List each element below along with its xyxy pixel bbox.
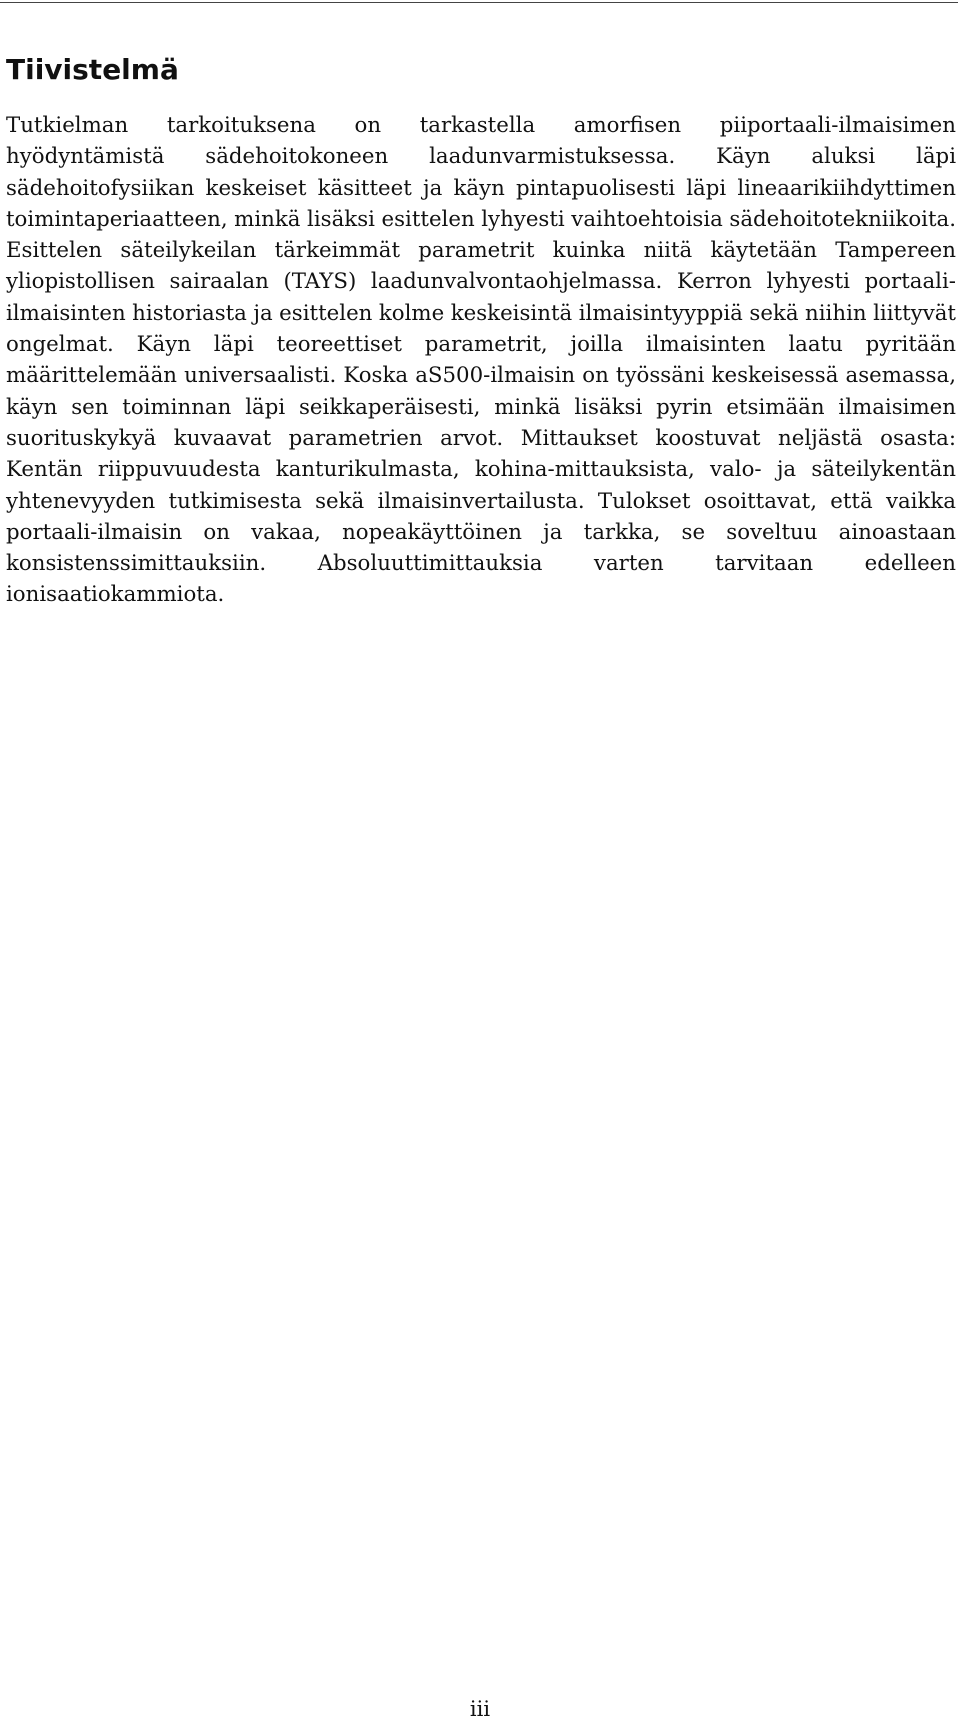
page-content <box>6 52 956 611</box>
header-rule <box>0 2 958 3</box>
section-title: Tiivistelmä <box>6 53 179 86</box>
abstract-paragraph: Tutkielman tarkoituksena on tarkastella amorfisen piiportaali-ilmaisimen hyödyntämistä sädehoitokoneen laadunvarmistuksessa. Käyn aluksi läpi sädehoitofysiikan keskeiset käsitteet ja käyn pintapuolisesti läpi lineaarikiihdyttimen toimintaperiaatteen, minkä lisäksi esittelen lyhyesti vaihtoehtoisia sädehoitotekniikoita. Esittelen säteilykeilan tärkeimmät parametrit kuinka niitä käytetään Tampereen yliopistollisen sairaalan (TAYS) laadunvalvontaohjelmassa. Kerron lyhyesti portaali-ilmaisinten historiasta ja esittelen kolme keskeisintä ilmaisintyyppiä sekä niihin liittyvät ongelmat. Käyn läpi teoreettiset parametrit, joilla ilmaisinten laatu pyritään määrittelemään universaalisti. Koska aS500-ilmaisin on työssäni keskeisessä asemassa, käyn sen toiminnan läpi seikkaperäisesti, minkä lisäksi pyrin etsimään ilmaisimen suorituskykyä kuvaavat parametrien arvot. Mittaukset koostuvat neljästä osasta: Kentän riippuvuudesta kanturikulmasta, kohina-mittauksista, valo- ja säteilykentän yhtenevyyden tutkimisesta sekä ilmaisinvertailusta. Tulokset osoittavat, että vaikka portaali-ilmaisin on vakaa, nopeakäyttöinen ja tarkka, se soveltuu ainoastaan konsistenssimittauksiin. Absoluuttimittauksia varten tarvitaan edelleen ionisaatiokammiota. <box>6 113 956 608</box>
page-number: iii <box>469 1697 491 1721</box>
